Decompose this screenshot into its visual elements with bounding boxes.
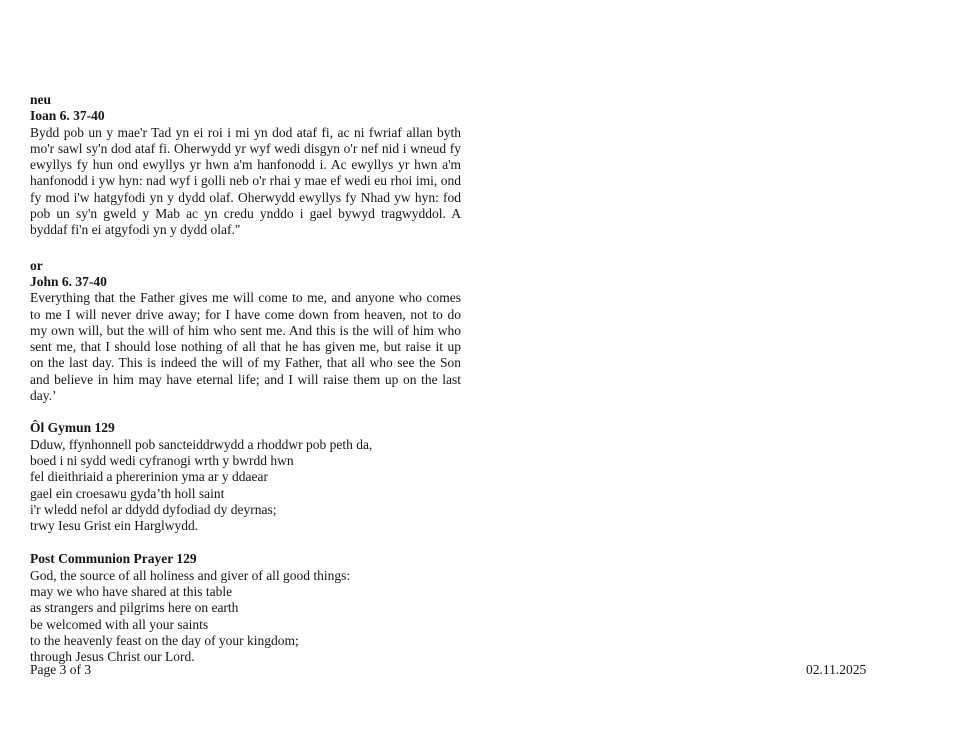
- section-john-6-37-40: [30, 258, 461, 405]
- section-heading: John 6. 37-40: [30, 273, 107, 289]
- document-body: [30, 92, 461, 666]
- text-line: i'r wledd nefol ar ddydd dyfodiad dy deyrnas;: [30, 501, 277, 517]
- section-heading: Ôl Gymun 129: [30, 420, 115, 436]
- alternative-label: or: [30, 257, 43, 273]
- text-line: as strangers and pilgrims here on earth: [30, 600, 239, 616]
- text-line: trwy Iesu Grist ein Harglwydd.: [30, 518, 199, 534]
- page-number-indicator: Page 3 of 3: [30, 662, 92, 677]
- text-line: boed i ni sydd wedi cyfranogi wrth y bwrdd hwn: [30, 452, 294, 468]
- text-line: hanfonodd i yw hyn: nad wyf i golli neb o'r rhai y mae ef wedi eu rhoi imi, ond: [30, 173, 461, 189]
- alternative-label: neu: [30, 92, 52, 107]
- text-line: and believe in him may have eternal life; and I will raise them up on the last: [30, 371, 461, 387]
- text-line: my own will, but the will of him who sent me. And this is the will of him who: [30, 322, 461, 338]
- section-l-gymun-129: [30, 420, 461, 534]
- text-line: day.’: [30, 388, 57, 404]
- text-line: on the last day. This is indeed the will of my Father, that all who see the Son: [30, 355, 461, 371]
- text-line: to the heavenly feast on the day of your kingdom;: [30, 632, 299, 648]
- text-line: be welcomed with all your saints: [30, 616, 209, 632]
- text-line: fy mod i'w hatgyfodi yn y dydd olaf. Oherwydd ewyllys fy Nhad yw hyn: fod: [30, 189, 461, 205]
- text-line: Dduw, ffynhonnell pob sancteiddrwydd a rhoddwr pob peth da,: [30, 436, 373, 452]
- text-line: sent me, that I should lose nothing of all that he has given me, but raise it up: [30, 339, 461, 355]
- text-line: ewyllys fy hun ond ewyllys yr hwn a'm hanfonodd i. Ac ewyllys yr hwn a'm: [30, 157, 461, 173]
- text-line: Bydd pob un y mae'r Tad yn ei roi i mi yn dod ataf fi, ac ni fwriaf allan byth: [30, 124, 461, 140]
- text-line: Everything that the Father gives me will come to me, and anyone who comes: [30, 290, 461, 306]
- section-post-communion-prayer-129: [30, 551, 461, 665]
- text-line: gael ein croesawu gyda’th holl saint: [30, 485, 225, 501]
- text-line: to me I will never drive away; for I have come down from heaven, not to do: [30, 306, 461, 322]
- text-line: may we who have shared at this table: [30, 584, 233, 600]
- text-line: byddaf fi'n ei atgyfodi yn y dydd olaf.": [30, 222, 241, 238]
- text-line: God, the source of all holiness and giver of all good things:: [30, 567, 351, 583]
- section-heading: Ioan 6. 37-40: [30, 108, 105, 124]
- text-line: pob un sy'n gweld y Mab ac yn credu ynddo i gael bywyd tragwyddol. A: [30, 206, 461, 222]
- text-line: through Jesus Christ our Lord.: [30, 649, 195, 665]
- text-line: mo'r sawl sy'n dod ataf fi. Oherwydd yr wyf wedi disgyn o'r nef nid i wneud fy: [30, 140, 461, 156]
- text-line: fel dieithriaid a phererinion yma ar y ddaear: [30, 469, 269, 485]
- document-date: 02.11.2025: [806, 662, 867, 677]
- section-heading: Post Communion Prayer 129: [30, 551, 197, 567]
- section-ioan-6-37-40: [30, 92, 461, 239]
